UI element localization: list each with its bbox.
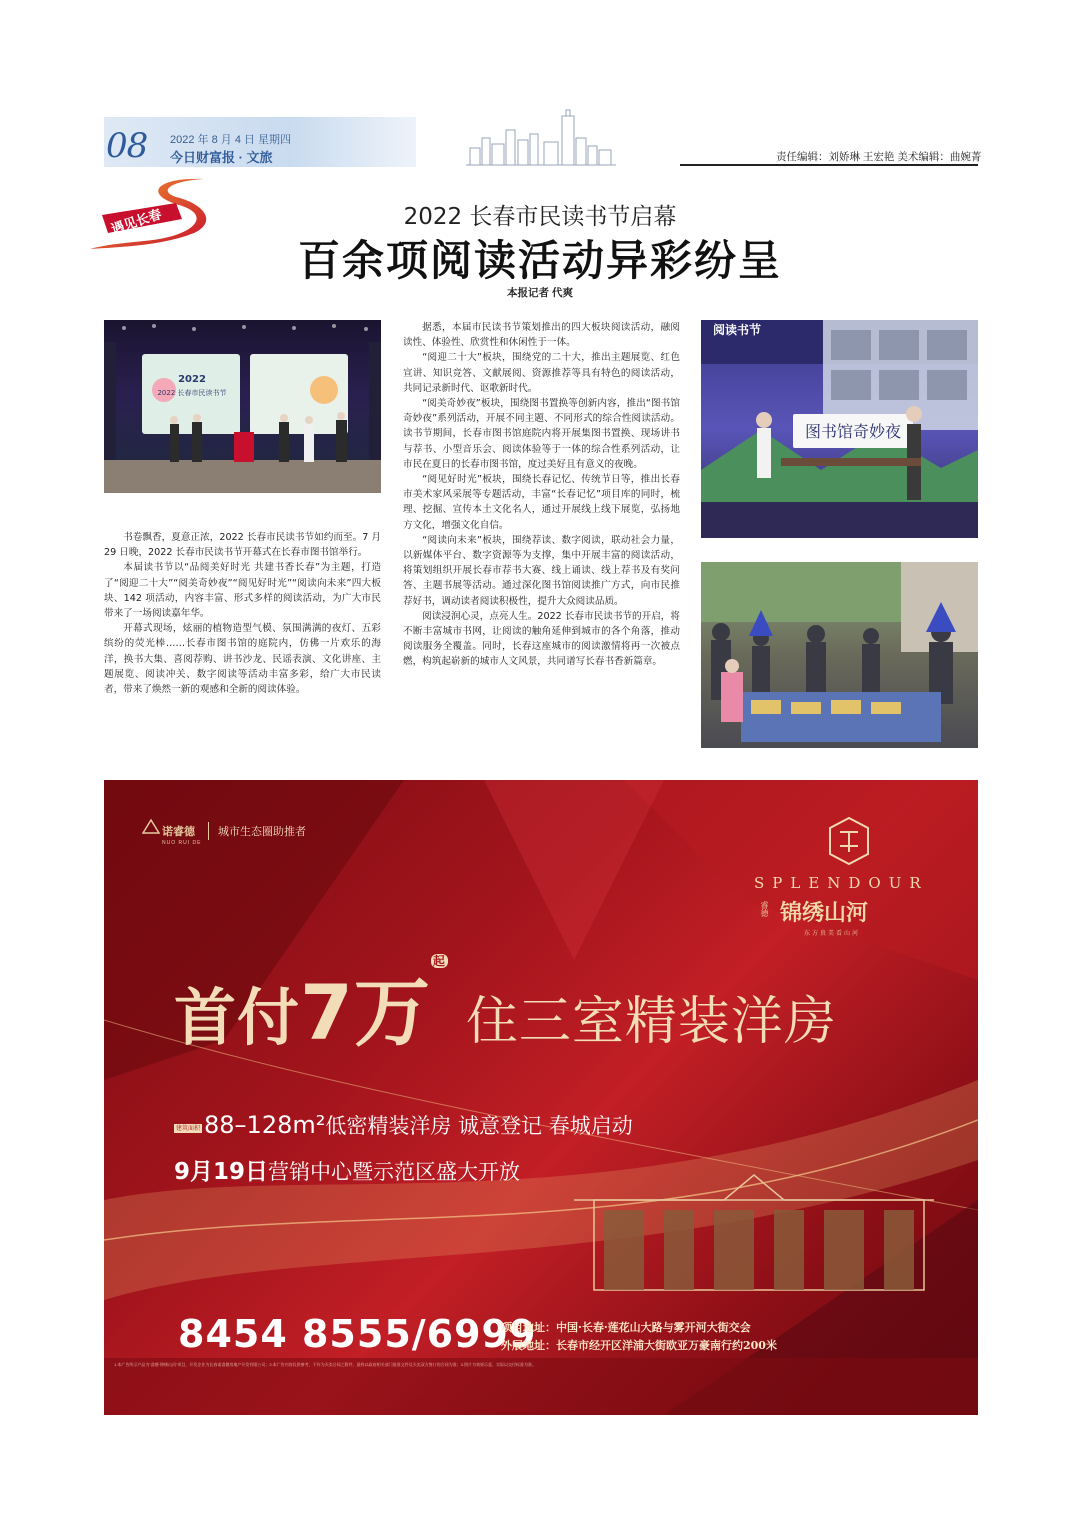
paragraph: “阅读向未来”板块，围绕荐读、数字阅读，联动社会力量，以新媒体平台、数字资源等为支撑，集中开展丰富的阅读活动，将策划组织开展长春市荐书大赛、线上诵读、线上荐书及有奖问答、主题书展等活动。通过深化图书馆阅读推广方式，向市民推荐好书，调动读者阅读积极性，提升大众阅读品质。 (403, 534, 680, 607)
article-title: 百余项阅读活动异彩纷呈 (297, 236, 782, 285)
paragraph: 本届读书节以“品阅美好时光 共建书香长春”为主题，打造了“阅迎二十大”“阅美奇妙夜”“阅见好时光”“阅读向未来”四大板块、142 项活动，内容丰富、形式多样的阅读活动，为广大市民带来了一场阅读嘉年华。 (104, 562, 381, 620)
stage-banner-text: 阅读书节 (712, 323, 762, 337)
ad-phone-number[interactable]: 8454 8555/6999 (178, 1312, 537, 1356)
headline-rest: 住三室精装洋房 (465, 992, 837, 1052)
brand-divider (208, 822, 209, 840)
headline-superscript: 起 (432, 954, 446, 968)
photo-reading-night (701, 320, 978, 538)
scroll-calligraphy-text: 图书馆奇妙夜 (804, 422, 902, 441)
paragraph: 开幕式现场，炫丽的植物造型气模、氛围满满的夜灯、五彩缤纷的荧光棒……长春市图书馆的庭院内，仿佛一片欢乐的海洋，换书大集、喜阅荐购、讲书沙龙、民谣表演、文化讲座、主题展览、阅读冲关、数字阅读等活动丰富多彩，给广大市民读者，带来了焕然一新的观感和全新的阅读体验。 (104, 623, 381, 696)
stage-illustration (104, 320, 381, 493)
project-name: 锦绣山河 (780, 900, 869, 926)
stage-backdrop-text: 2022 长春市民读书节 (157, 389, 227, 397)
ad-feature-line (174, 1110, 633, 1140)
paragraph: 书卷飘香，夏意正浓，2022 长春市民读书节如约而至。7 月 29 日晚，2022 长春市民读书节开幕式在长春市图书馆举行。 (104, 532, 381, 559)
brand-slogan: 城市生态圈助推者 (218, 826, 306, 838)
article-column-1 (104, 530, 381, 697)
ad-headline (174, 952, 837, 1061)
opening-date: 9月19日 (174, 1159, 269, 1185)
feature-text: 低密精装洋房 诚意登记 春城启动 (325, 1114, 633, 1138)
brand-name: 诺睿德 (162, 826, 195, 838)
svg-text:2022: 2022 (178, 374, 206, 385)
ad-fine-print: 1.本广告所示产品为“睿德·锦绣山河”项目，开发企业为长春诺睿德房地产开发有限公司；2.本广告内容仅供参考，不作为买卖合同之附件，最终以政府相关部门批准文件及买卖双方签订的合同为准；3.图片为效果示意，实际以交付标准为准。 (114, 1362, 536, 1367)
page-number: 08 (106, 126, 148, 166)
showroom-address: 外展地址：长春市经开区洋浦大街欧亚万豪南行约200米 (501, 1339, 777, 1352)
paragraph: 阅读浸润心灵，点亮人生。2022 长春市民读书节的开启，将不断丰富城市书网，让阅读的触角延伸到城市的各个角落，推动阅读服务全覆盖。同时，长春这座城市的阅读激情将再一次被点燃，构筑起崭新的城市人文风景，共同谱写长春书香新篇章。 (403, 610, 680, 668)
column-logo-label: 遇见长春 (109, 206, 164, 237)
paragraph: “阅迎二十大”板块，围绕党的二十大，推出主题展览、红色宣讲、知识竞答、文献展阅、资源推荐等具有特色的阅读活动，共同记录新时代、讴歌新时代。 (403, 352, 680, 394)
area-range: 88–128m² (204, 1111, 326, 1139)
brand-logo (162, 822, 201, 846)
reading-night-illustration (701, 320, 978, 538)
opening-text: 营销中心暨示范区盛大开放 (268, 1160, 521, 1184)
brand-mountain-icon (142, 818, 160, 834)
editor-credits: 责任编辑：刘娇琳 王宏艳 美术编辑：曲婉菁 (776, 151, 982, 163)
ad-opening-line (174, 1153, 520, 1186)
paper-section: 今日财富报 · 文旅 (170, 150, 273, 165)
article-subtitle: 2022 长春市民读书节启幕 (403, 204, 677, 230)
paragraph: 据悉，本届市民读书节策划推出的四大板块阅读活动，融阅读性、体验性、欣赏性和休闲性于一体。 (403, 322, 680, 349)
article-column-2 (403, 320, 680, 670)
project-address: 项目地址：中国·长春·莲花山大路与雾开河大街交会 (501, 1321, 751, 1334)
project-english-name: SPLENDOUR (754, 874, 929, 892)
project-emblem-icon (826, 816, 872, 866)
project-prefix: 睿德 (760, 901, 769, 917)
paragraph: “阅见好时光”板块，围绕长春记忆、传统节日等，推出长春市美术家风采展等专题活动，丰富“长春记忆”项目库的同时，梳理、挖掘、宣传本土文化名人，通过开展线上线下展览，弘扬地方文化，增强文化自信。 (403, 474, 680, 531)
skyline-icon (466, 108, 616, 166)
photo-book-fair (701, 562, 978, 748)
headline-amount: 7万 (300, 968, 431, 1057)
real-estate-advertisement (104, 780, 978, 1415)
area-tag: 建筑面积 (176, 1124, 201, 1132)
header-rule (680, 164, 978, 166)
paragraph: “阅美奇妙夜”板块，围绕图书置换等创新内容，推出“图书馆奇妙夜”系列活动，开展不同主题、不同形式的综合性阅读活动。读书节期间，长春市图书馆庭院内将开展集图书置换、现场讲书与荐书、小型音乐会、阅读体验等于一体的综合性系列活动，让市民在夏日的长春市图书馆，度过美好且有意义的夜晚。 (403, 398, 680, 470)
headline-prefix: 首付 (174, 981, 301, 1054)
brand-name-en: NUO RUI DE (162, 840, 202, 846)
project-tagline: 东方贵美看山河 (804, 930, 861, 937)
book-fair-illustration (701, 562, 978, 748)
article-byline: 本报记者 代爽 (507, 287, 573, 299)
photo-opening-ceremony (104, 320, 381, 493)
issue-date: 2022 年 8 月 4 日 星期四 (170, 134, 292, 146)
